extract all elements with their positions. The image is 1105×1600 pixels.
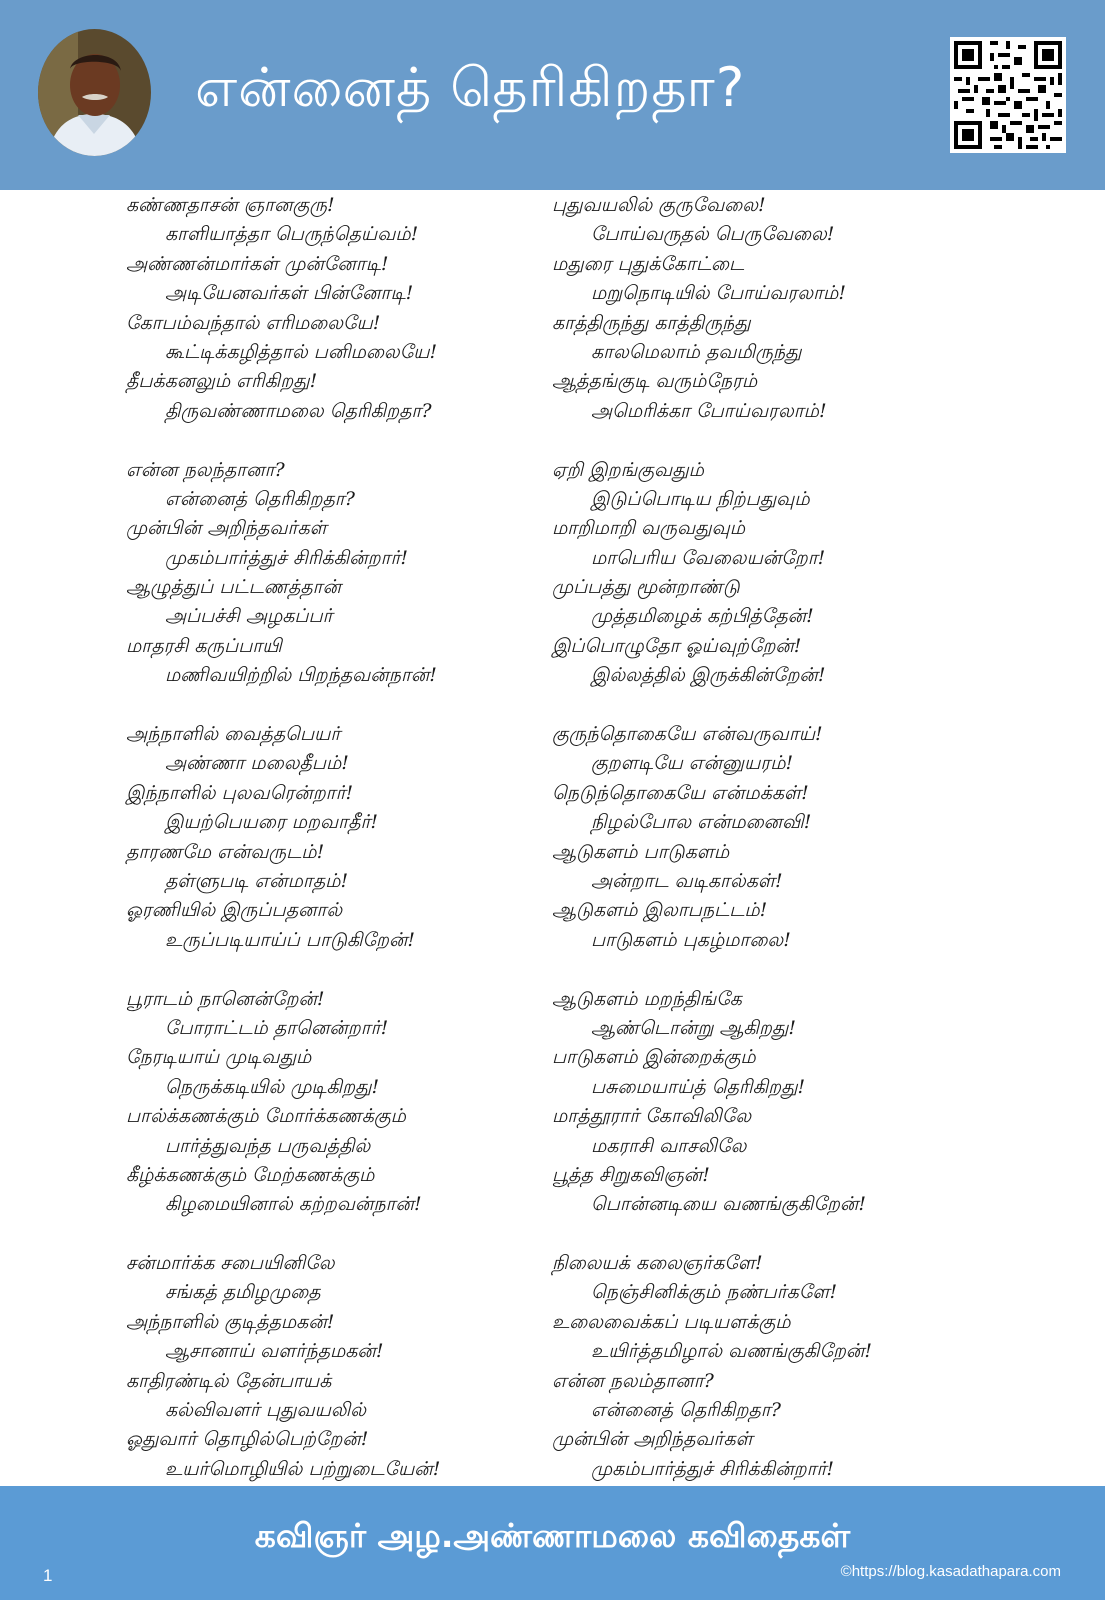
poem-line: பூராடம் நானென்றேன்!	[126, 987, 325, 1010]
poem-line: மறுநொடியில் போய்வரலாம்!	[591, 282, 846, 305]
poem-line: பார்த்துவந்த பருவத்தில்	[165, 1134, 371, 1157]
page-number: 1	[43, 1566, 53, 1585]
poem-line: தாரணமே என்வருடம்!	[126, 840, 325, 863]
poem-line: உருப்படியாய்ப் பாடுகிறேன்!	[165, 928, 416, 951]
poem-line: இப்பொழுதோ ஓய்வுற்றேன்!	[552, 634, 802, 657]
poem-line: தீபக்கனலும் எரிகிறது!	[126, 370, 318, 393]
poem-line: ஆழுத்துப் பட்டணத்தான்	[126, 576, 342, 599]
poem-line: மாறிமாறி வருவதுவும்	[552, 517, 746, 540]
poem-line: இடுப்பொடிய நிற்பதுவும்	[591, 487, 810, 510]
poem-line: என்ன நலந்தானா?	[126, 458, 285, 481]
poem-line: உயிர்த்தமிழால் வணங்குகிறேன்!	[591, 1340, 872, 1363]
poem-stanza	[552, 456, 972, 691]
poem-line: அப்பச்சி அழகப்பர்	[165, 605, 333, 628]
poem-line: காதிரண்டில் தேன்பாயக்	[126, 1369, 332, 1392]
poem-line: நிலையக் கலைஞர்களே!	[552, 1252, 763, 1275]
poem-line: பசுமையாய்த் தெரிகிறது!	[591, 1075, 806, 1098]
poem-line: அண்ணன்மார்கள் முன்னோடி!	[126, 252, 389, 275]
poem-line: காளியாத்தா பெருந்தெய்வம்!	[165, 223, 419, 246]
poem-line: காலமெலாம் தவமிருந்து	[591, 340, 802, 363]
poem-line: ஆடுகளம் மறந்திங்கே	[552, 987, 742, 1010]
copyright-link[interactable]: ©https://blog.kasadathapara.com	[840, 1563, 1061, 1580]
poem-stanza	[552, 720, 972, 955]
poem-line: நிழல்போல என்மனைவி!	[591, 811, 812, 834]
poem-stanza	[552, 191, 972, 426]
poem-line: மகராசி வாசலிலே	[591, 1134, 747, 1157]
poem-line: முத்தமிழைக் கற்பித்தேன்!	[591, 605, 814, 628]
page-header	[0, 0, 1105, 190]
poem-line: நெருக்கடியில் முடிகிறது!	[165, 1075, 380, 1098]
poem-line: கூட்டிக்கழித்தால் பனிமலையே!	[165, 340, 438, 363]
poem-stanza	[126, 456, 546, 691]
poem-line: குறளடியே என்னுயரம்!	[591, 752, 794, 775]
poem-line: தள்ளுபடி என்மாதம்!	[165, 869, 349, 892]
poem-line: கீழ்க்கணக்கும் மேற்கணக்கும்	[126, 1163, 375, 1186]
poem-line: பாடுகளம் இன்றைக்கும்	[552, 1046, 756, 1069]
poem-stanza	[126, 1249, 546, 1484]
page-footer	[0, 1486, 1105, 1600]
qr-code-icon	[950, 37, 1066, 153]
poem-line: உலைவைக்கப் படியளக்கும்	[552, 1310, 791, 1333]
poem-line: முகம்பார்த்துச் சிரிக்கின்றார்!	[165, 546, 409, 569]
poem-line: ஆத்தங்குடி வரும்நேரம்	[552, 370, 758, 393]
poem-line: என்னைத் தெரிகிறதா?	[165, 487, 355, 510]
poem-line: அந்நாளில் குடித்தமகன்!	[126, 1310, 335, 1333]
poem-line: ஏறி இறங்குவதும்	[552, 458, 704, 481]
poem-line: முகம்பார்த்துச் சிரிக்கின்றார்!	[591, 1457, 835, 1480]
poem-line: சங்கத் தமிழமுதை	[165, 1281, 321, 1304]
poem-line: என்னைத் தெரிகிறதா?	[591, 1399, 781, 1422]
poem-line: அந்நாளில் வைத்தபெயர்	[126, 723, 341, 746]
poem-line: கல்விவளர் புதுவயலில்	[165, 1399, 367, 1422]
poem-line: மாபெரிய வேலையன்றோ!	[591, 546, 826, 569]
poem-line: இல்லத்தில் இருக்கின்றேன்!	[591, 664, 826, 687]
poem-stanza	[126, 191, 546, 426]
poem-line: ஆசானாய் வளர்ந்தமகன்!	[165, 1340, 384, 1363]
poem-line: பூத்த சிறுகவிஞன்!	[552, 1163, 710, 1186]
poem-line: திருவண்ணாமலை தெரிகிறதா?	[165, 399, 432, 422]
author-photo	[38, 29, 151, 156]
poem-line: கோபம்வந்தால் எரிமலையே!	[126, 311, 381, 334]
poem-line: முப்பத்து மூன்றாண்டு	[552, 576, 740, 599]
poem-stanza	[552, 1249, 972, 1484]
poem-right-column	[552, 191, 972, 1514]
poem-line: இயற்பெயரை மறவாதீர்!	[165, 811, 379, 834]
poem-line: மணிவயிற்றில் பிறந்தவன்நான்!	[165, 664, 437, 687]
poem-stanza	[126, 985, 546, 1220]
poem-line: அண்ணா மலைதீபம்!	[165, 752, 349, 775]
poem-line: ஆடுகளம் பாடுகளம்	[552, 840, 730, 863]
poem-line: நெஞ்சினிக்கும் நண்பர்களே!	[591, 1281, 838, 1304]
poem-stanza	[552, 985, 972, 1220]
poem-line: மாதரசி கருப்பாயி	[126, 634, 282, 657]
poem-line: காத்திருந்து காத்திருந்து	[552, 311, 751, 334]
poem-line: கிழமையினால் கற்றவன்நான்!	[165, 1193, 422, 1216]
poem-line: என்ன நலம்தானா?	[552, 1369, 714, 1392]
poem-line: ஆண்டொன்று ஆகிறது!	[591, 1016, 797, 1039]
poem-line: அன்றாட வடிகால்கள்!	[591, 869, 783, 892]
poem-line: பொன்னடியை வணங்குகிறேன்!	[591, 1193, 866, 1216]
poem-line: இந்நாளில் புலவரென்றார்!	[126, 781, 354, 804]
poem-line: ஆடுகளம் இலாபநட்டம்!	[552, 899, 768, 922]
poem-line: குருந்தொகையே என்வருவாய்!	[552, 723, 823, 746]
poem-line: பால்க்கணக்கும் மோர்க்கணக்கும்	[126, 1105, 406, 1128]
poem-line: நேரடியாய் முடிவதும்	[126, 1046, 312, 1069]
poem-line: போராட்டம் தானென்றார்!	[165, 1016, 389, 1039]
poem-line: நெடுந்தொகையே என்மக்கள்!	[552, 781, 809, 804]
poem-line: சன்மார்க்க சபையினிலே	[126, 1252, 335, 1275]
poem-line: அமெரிக்கா போய்வரலாம்!	[591, 399, 827, 422]
poem-line: கண்ணதாசன் ஞானகுரு!	[126, 194, 335, 216]
poem-stanza	[126, 720, 546, 955]
page-title: என்னைத் தெரிகிறதா?	[195, 56, 746, 119]
poem-line: உயர்மொழியில் பற்றுடையேன்!	[165, 1457, 441, 1480]
poem-line: மதுரை புதுக்கோட்டை	[552, 252, 745, 275]
poem-line: பாடுகளம் புகழ்மாலை!	[591, 928, 791, 951]
footer-title: கவிஞர் அழ.அண்ணாமலை கவிதைகள்	[254, 1516, 851, 1555]
poem-line: மாத்தூரார் கோவிலிலே	[552, 1105, 752, 1128]
poem-line: முன்பின் அறிந்தவர்கள்	[126, 517, 327, 540]
poem-left-column	[126, 191, 546, 1514]
poem-line: ஓரணியில் இருப்பதனால்	[126, 899, 343, 922]
poem-line: ஓதுவார் தொழில்பெற்றேன்!	[126, 1428, 369, 1451]
poem-line: போய்வருதல் பெருவேலை!	[591, 223, 835, 246]
poem-line: முன்பின் அறிந்தவர்கள்	[552, 1428, 753, 1451]
poem-line: புதுவயலில் குருவேலை!	[552, 194, 766, 216]
poem-line: அடியேனவர்கள் பின்னோடி!	[165, 282, 414, 305]
